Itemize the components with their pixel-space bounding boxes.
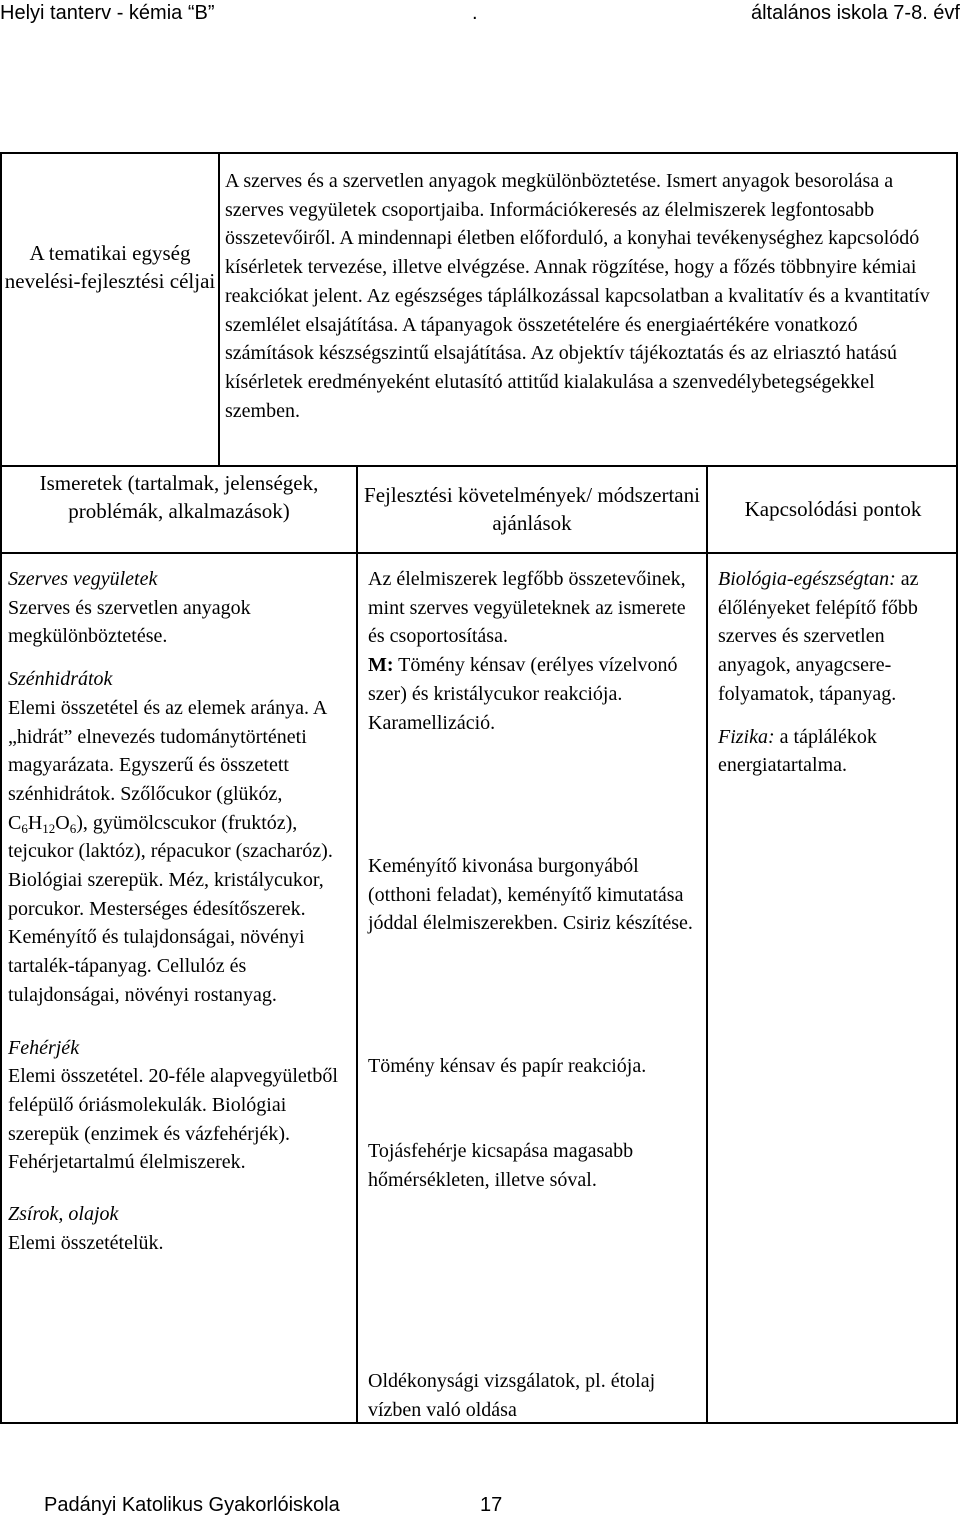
knowledge-column — [8, 565, 353, 1257]
section-title-zsirok: Zsírok, olajok — [8, 1203, 119, 1226]
table-divider-col1 — [356, 466, 358, 1424]
page-footer — [44, 1494, 503, 1517]
section-text-zsirok: Elemi összetételük. — [8, 1231, 164, 1254]
section-text-feherjek: Elemi összetétel. 20-féle alapvegyületből felépülő óriásmolekulák. Biológiai szerepük (enzimek és vázfehérjék). Fehérjetartalmú élelmiszerek. — [8, 1065, 338, 1174]
link-biology: Biológia-egészségtan: az élőlényeket felépítő főbb szerves és szervetlen anyagok, anyagcsere-folyamatok, tápanyag. — [718, 568, 919, 705]
requirement-4: Keményítő kivonása burgonyából (otthoni feladat), keményítő kimutatása jóddal élelmiszerekben. Csiriz készítése. — [368, 855, 693, 935]
header-separator: . — [472, 2, 478, 24]
table-divider-col2 — [706, 466, 708, 1424]
section-text-szerves: Szerves és szervetlen anyagok megkülönböztetése. — [8, 596, 251, 648]
section-title-szenhidratok: Szénhidrátok — [8, 668, 113, 691]
table-divider-goals — [218, 152, 220, 466]
goals-label: A tematikai egység nevelési-fejlesztési céljai — [4, 241, 216, 293]
goals-text: A szerves és a szervetlen anyagok megkülönböztetése. Ismert anyagok besorolása a szerves vegyületek csoportjaiba. Információkeresés az élelmiszerek legfontosabb összetevőiről. A mindennapi életben előforduló, a konyhai tevékenységhez kapcsolódó kísérletek tervezése, illetve elvégzése. Annak rögzítése, hogy a főzés többnyire kémiai reakciókat jelent. Az egészséges táplálkozással kapcsolatban a kvalitatív és a kvantitatív szemlélet elsajátítása. A tápanyagok összetételére és energiaértékére vonatkozó számítások készségszintű elsajátítása. Az objektív tájékoztatás és az elriasztó hatású kísérletek eredményeként elutasító attitűd kialakulása a szenvedélybetegségekkel szemben. — [225, 170, 930, 422]
requirement-6: Tojásfehérje kicsapása magasabb hőmérsékleten, illetve sóval. — [368, 1140, 634, 1191]
column-header-knowledge: Ismeretek (tartalmak, jelenségek, problémák, alkalmazások) — [39, 471, 319, 523]
page-header — [0, 0, 960, 40]
links-column — [718, 565, 956, 780]
header-school-level: általános iskola 7-8. évf — [750, 2, 960, 24]
requirement-2: M: Tömény kénsav (erélyes vízelvonó szer) és kristálycukor reakciója. — [368, 654, 678, 705]
page-number: 17 — [480, 1494, 503, 1516]
table-divider-row2 — [0, 552, 958, 554]
table-divider-row1 — [0, 465, 958, 467]
header-title: Helyi tanterv - kémia “B” — [0, 2, 215, 24]
requirement-7: Oldékonysági vizsgálatok, pl. étolaj vízben való oldása — [368, 1370, 656, 1421]
column-header-requirements: Fejlesztési követelmények/ módszertani ajánlások — [364, 483, 700, 535]
section-text-szenhidratok: Elemi összetétel és az elemek aránya. A „hidrát” elnevezés tudománytörténeti magyarázata. Egyszerű és összetett szénhidrátok. Szőlőcukor (glükóz, $C_6H_{12}O_6$), gyümölcscukor (fruktóz), tejcukor (laktóz), répacukor (szacharóz). Biológiai szerepük. Méz, kristálycukor, porcukor. Mesterséges édesítőszerek. Keményítő és tulajdonságai, növényi tartalék-tápanyag. Cellulóz és tulajdonságai, növényi rostanyag. — [8, 696, 333, 1006]
link-physics: Fizika: a táplálékok energiatartalma. — [718, 725, 877, 777]
requirements-column — [368, 565, 704, 737]
requirement-3: Karamellizáció. — [368, 711, 496, 734]
column-header-links: Kapcsolódási pontok — [744, 497, 922, 521]
section-title-szerves: Szerves vegyületek — [8, 568, 158, 590]
section-title-feherjek: Fehérjék — [8, 1036, 80, 1059]
requirement-1: Az élelmiszerek legfőbb összetevőinek, mint szerves vegyületeknek az ismerete és csoportosítása. — [368, 568, 686, 648]
requirement-5: Tömény kénsav és papír reakciója. — [368, 1055, 647, 1077]
footer-school: Padányi Katolikus Gyakorlóiskola — [44, 1494, 340, 1516]
